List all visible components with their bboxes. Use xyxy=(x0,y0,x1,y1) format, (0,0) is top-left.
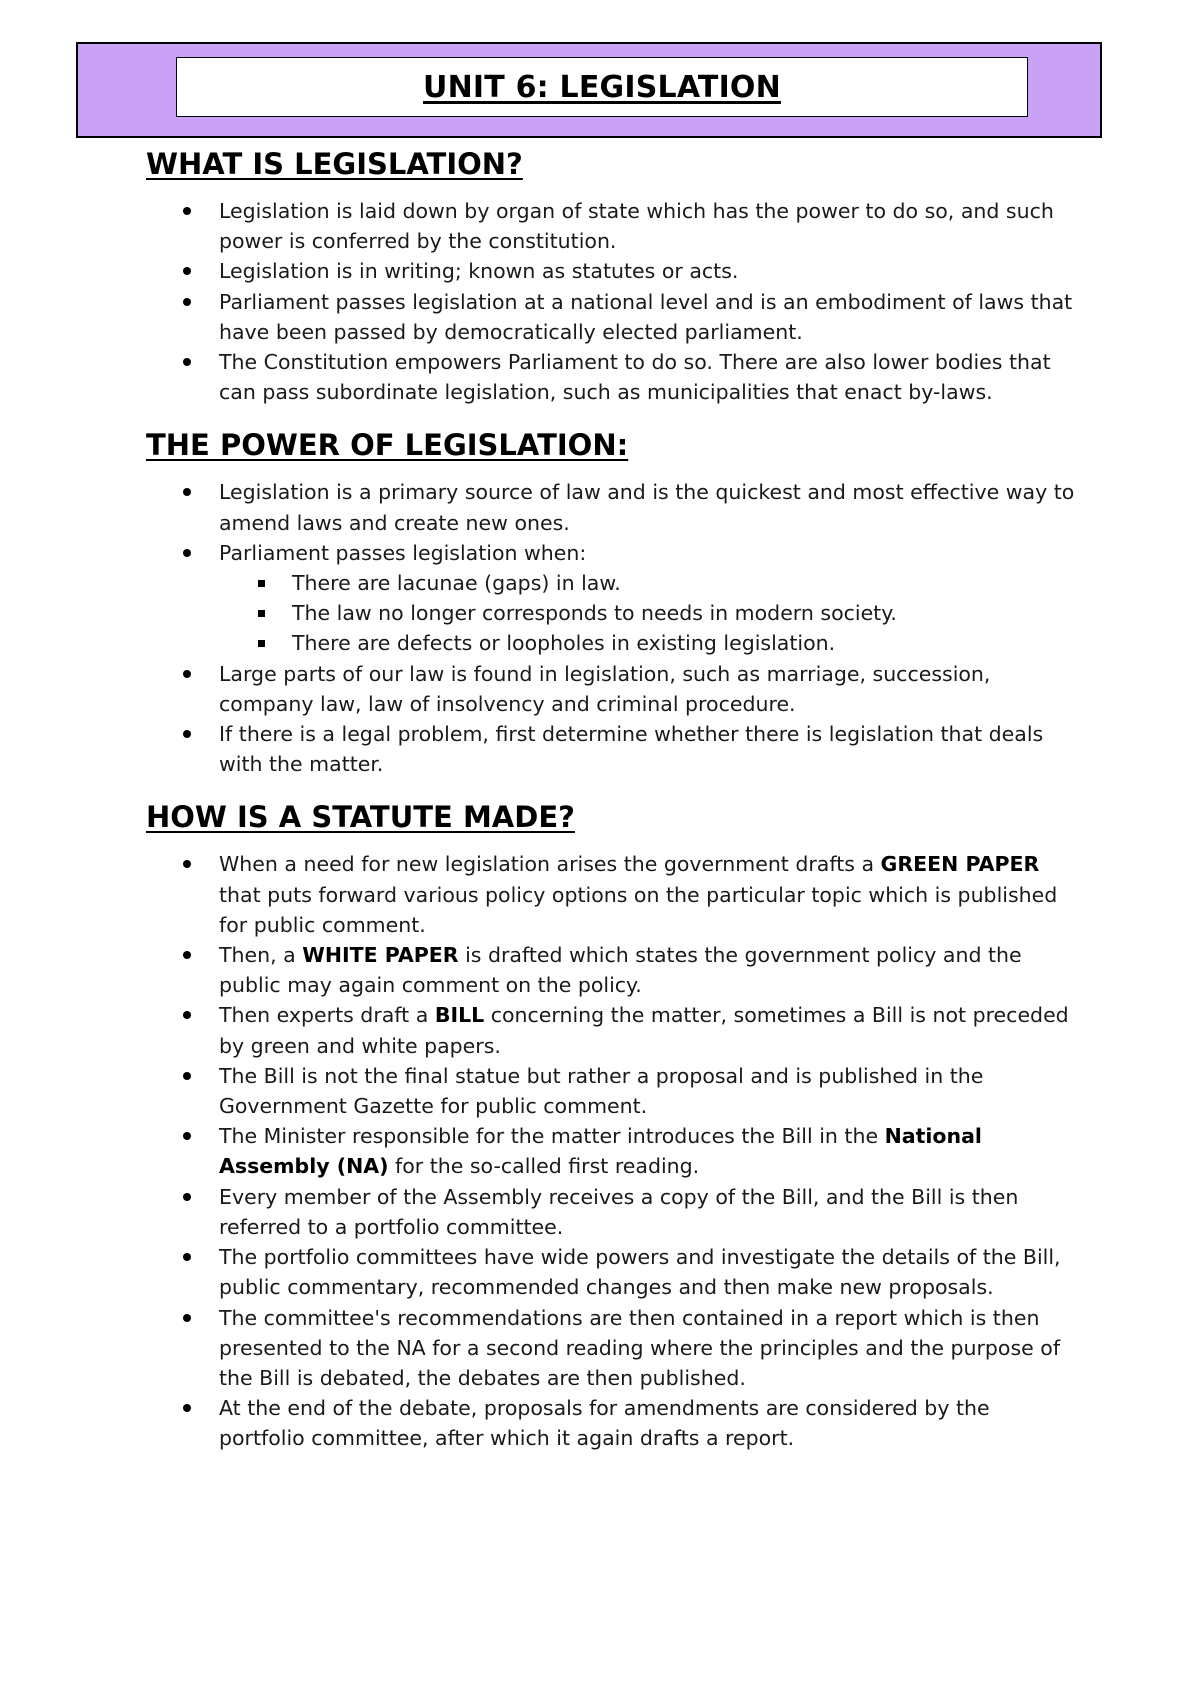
bullet-icon xyxy=(183,951,191,959)
list-item: The Bill is not the final statue but rather a proposal and is published in the Government Gazette for public comment. xyxy=(146,1061,1076,1121)
bullet-icon xyxy=(183,267,191,275)
sub-list-item: The law no longer corresponds to needs in modern society. xyxy=(146,598,1076,628)
sub-list-item: There are defects or loopholes in existing legislation. xyxy=(146,628,1076,658)
sub-bullet-list xyxy=(146,568,1076,659)
bullet-icon xyxy=(183,1132,191,1140)
section-heading: WHAT IS LEGISLATION? xyxy=(146,147,523,181)
bullet-icon xyxy=(183,1404,191,1412)
bullet-list xyxy=(146,196,1076,407)
title-banner xyxy=(76,42,1102,138)
bullet-icon xyxy=(183,670,191,678)
list-item: Legislation is in writing; known as statutes or acts. xyxy=(146,256,1076,286)
list-item: The Constitution empowers Parliament to do so. There are also lower bodies that can pass subordinate legislation, such as municipalities that enact by-laws. xyxy=(146,347,1076,407)
bullet-list xyxy=(146,477,1076,568)
bullet-icon xyxy=(183,488,191,496)
list-item: If there is a legal problem, first determine whether there is legislation that deals with the matter. xyxy=(146,719,1076,779)
bullet-icon xyxy=(183,1072,191,1080)
list-item: At the end of the debate, proposals for amendments are considered by the portfolio committee, after which it again drafts a report. xyxy=(146,1393,1076,1453)
list-item: Legislation is laid down by organ of state which has the power to do so, and such power is conferred by the constitution. xyxy=(146,196,1076,256)
bullet-list xyxy=(146,849,1076,1453)
bullet-icon xyxy=(183,1314,191,1322)
section-power-of-legislation xyxy=(146,419,1076,779)
list-item: Legislation is a primary source of law and is the quickest and most effective way to amend laws and create new ones. xyxy=(146,477,1076,537)
section-how-is-a-statute-made xyxy=(146,791,1076,1453)
sub-list-item: There are lacunae (gaps) in law. xyxy=(146,568,1076,598)
square-bullet-icon xyxy=(258,580,265,587)
list-item: Parliament passes legislation at a national level and is an embodiment of laws that have been passed by democratically elected parliament. xyxy=(146,287,1076,347)
list-item: The Minister responsible for the matter introduces the Bill in the National Assembly (NA) for the so-called first reading. xyxy=(146,1121,1076,1181)
square-bullet-icon xyxy=(258,640,265,647)
list-item: When a need for new legislation arises the government drafts a GREEN PAPER that puts forward various policy options on the particular topic which is published for public comment. xyxy=(146,849,1076,940)
bullet-icon xyxy=(183,860,191,868)
list-item: Large parts of our law is found in legislation, such as marriage, succession, company law, law of insolvency and criminal procedure. xyxy=(146,659,1076,719)
square-bullet-icon xyxy=(258,610,265,617)
document-body xyxy=(146,138,1076,1466)
bullet-icon xyxy=(183,207,191,215)
bullet-icon xyxy=(183,1193,191,1201)
section-what-is-legislation xyxy=(146,138,1076,407)
list-item: Every member of the Assembly receives a copy of the Bill, and the Bill is then referred to a portfolio committee. xyxy=(146,1182,1076,1242)
bullet-icon xyxy=(183,298,191,306)
list-item: Then experts draft a BILL concerning the matter, sometimes a Bill is not preceded by green and white papers. xyxy=(146,1000,1076,1060)
bullet-icon xyxy=(183,730,191,738)
bullet-list xyxy=(146,659,1076,780)
bullet-icon xyxy=(183,1253,191,1261)
list-item: Parliament passes legislation when: xyxy=(146,538,1076,568)
section-heading: HOW IS A STATUTE MADE? xyxy=(146,800,575,835)
title-box xyxy=(176,57,1028,117)
list-item: The committee's recommendations are then contained in a report which is then presented to the NA for a second reading where the principles and the purpose of the Bill is debated, the debates are then published. xyxy=(146,1303,1076,1394)
list-item: The portfolio committees have wide powers and investigate the details of the Bill, public commentary, recommended changes and then make new proposals. xyxy=(146,1242,1076,1302)
section-heading: THE POWER OF LEGISLATION: xyxy=(146,428,629,463)
bullet-icon xyxy=(183,1011,191,1019)
page-title: UNIT 6: LEGISLATION xyxy=(423,69,781,105)
bullet-icon xyxy=(183,358,191,366)
list-item: Then, a WHITE PAPER is drafted which states the government policy and the public may again comment on the policy. xyxy=(146,940,1076,1000)
bullet-icon xyxy=(183,549,191,557)
